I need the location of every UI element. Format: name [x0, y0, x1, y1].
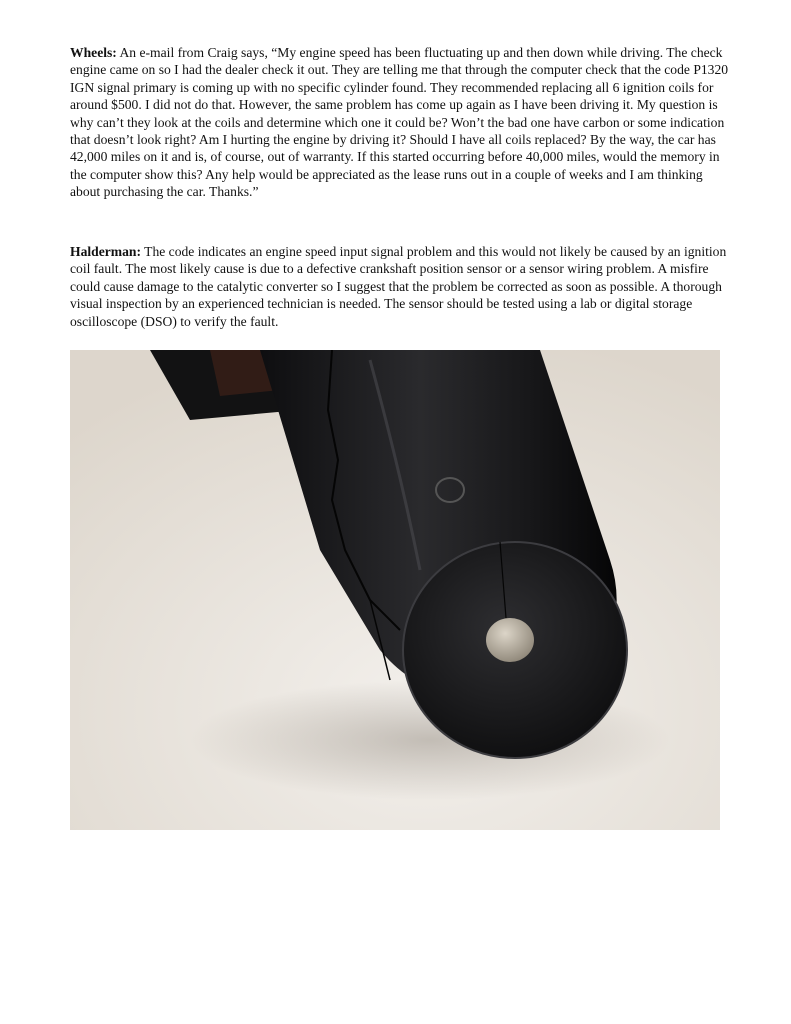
halderman-paragraph	[70, 243, 730, 330]
answer-text: The code indicates an engine speed input signal problem and this would not likely be caused by an ignition coil fault. The most likely cause is due to a defective crankshaft position sensor or a sensor wiring problem. A misfire could cause damage to the catalytic converter so I suggest that the problem be corrected as soon as possible. A thorough visual inspection by an experienced technician is needed. The sensor should be tested using a lab or digital storage oscilloscope (DSO) to verify the fault.	[70, 244, 727, 329]
wheels-paragraph	[70, 44, 730, 201]
speaker-label: Halderman:	[70, 244, 141, 259]
speaker-label: Wheels:	[70, 45, 117, 60]
question-text: An e-mail from Craig says, “My engine speed has been fluctuating up and then down while driving. The check engine came on so I had the dealer check it out. They are telling me that through the computer check that the code P1320 IGN signal primary is coming up with no specific cylinder found. They recommended replacing all 6 ignition coils for around $500. I did not do that. However, the same problem has come up again as I have been driving it. My question is why can’t they look at the coils and determine which one it could be? Won’t the bad one have carbon or some indication that doesn’t look right? Am I hurting the engine by driving it? Should I have all coils replaced? By the way, the car has 42,000 miles on it and is, of course, out of warranty. If this started occurring before 40,000 miles, would the memory in the computer show this? Any help would be appreciated as the lease runs out in a couple of weeks and I am thinking about purchasing the car. Thanks.”	[70, 45, 729, 200]
sensor-photo	[70, 350, 720, 830]
sensor-tip	[486, 618, 534, 662]
